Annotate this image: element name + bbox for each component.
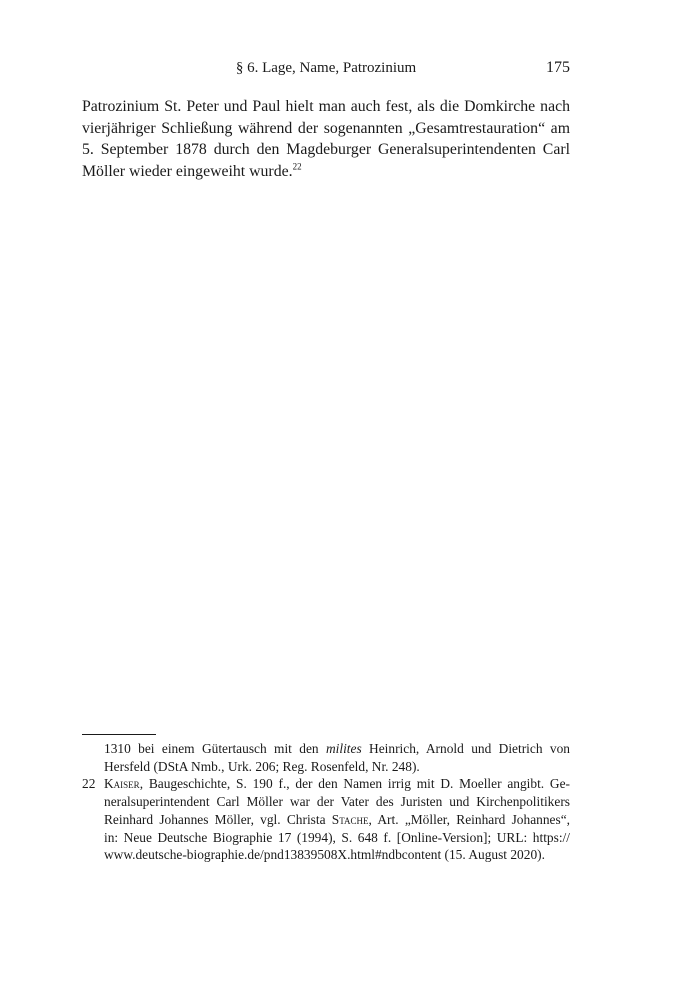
body-line: vierjähriger Schließung während der sogenannten „Gesamtrestauration“ am	[82, 119, 570, 137]
author-name: Kaiser	[104, 776, 140, 792]
body-line-last	[82, 161, 570, 183]
footnote-text: Reinhard Johannes Möller, vgl. Christa	[104, 811, 332, 827]
footnote-text: , Art. „Möller, Reinhard Johannes“,	[368, 811, 570, 827]
footnote-22	[82, 775, 570, 864]
footnote-line: www.deutsche-biographie.de/pnd13839508X.html#ndbcontent (15. August 2020).	[104, 847, 545, 863]
footnote-line: neralsuperintendent Carl Möller war der Vater des Juristen und Kirchenpolitikers	[104, 794, 570, 810]
page-number: 175	[546, 59, 570, 76]
running-title: § 6. Lage, Name, Patrozinium	[235, 60, 417, 76]
body-paragraph	[82, 96, 570, 182]
footnote-line	[104, 811, 570, 829]
footnote-line: in: Neue Deutsche Biographie 17 (1994), S. 648 f. [Online-Version]; URL: https://	[104, 829, 570, 845]
body-line: 5. September 1878 durch den Magdeburger Generalsuperintendenten Carl	[82, 141, 570, 158]
footnote-number: 22	[82, 776, 96, 792]
footnote-text: , Baugeschichte, S. 190 f., der den Namen irrig mit D. Moeller angibt. Ge-	[139, 776, 570, 792]
footnote-text: Heinrich, Arnold und Dietrich von	[361, 741, 570, 756]
footnote-text: 1310 bei einem Gütertausch mit den	[104, 741, 326, 756]
running-header	[82, 60, 570, 82]
footnote-reference: 22	[292, 161, 302, 172]
body-line: Patrozinium St. Peter und Paul hielt man auch fest, als die Domkirche nach	[82, 98, 570, 115]
footnotes	[82, 740, 570, 864]
footnote-italic: milites	[325, 741, 362, 756]
footnote-line	[104, 740, 570, 758]
author-name: Stache	[331, 811, 369, 827]
footnote-rule	[82, 734, 156, 735]
footnote-line: Hersfeld (DStA Nmb., Urk. 206; Reg. Rosenfeld, Nr. 248).	[104, 758, 420, 774]
footnote-line	[104, 775, 570, 793]
footnote-continuation	[82, 740, 570, 775]
body-line-text: Möller wieder eingeweiht wurde.	[82, 162, 293, 180]
